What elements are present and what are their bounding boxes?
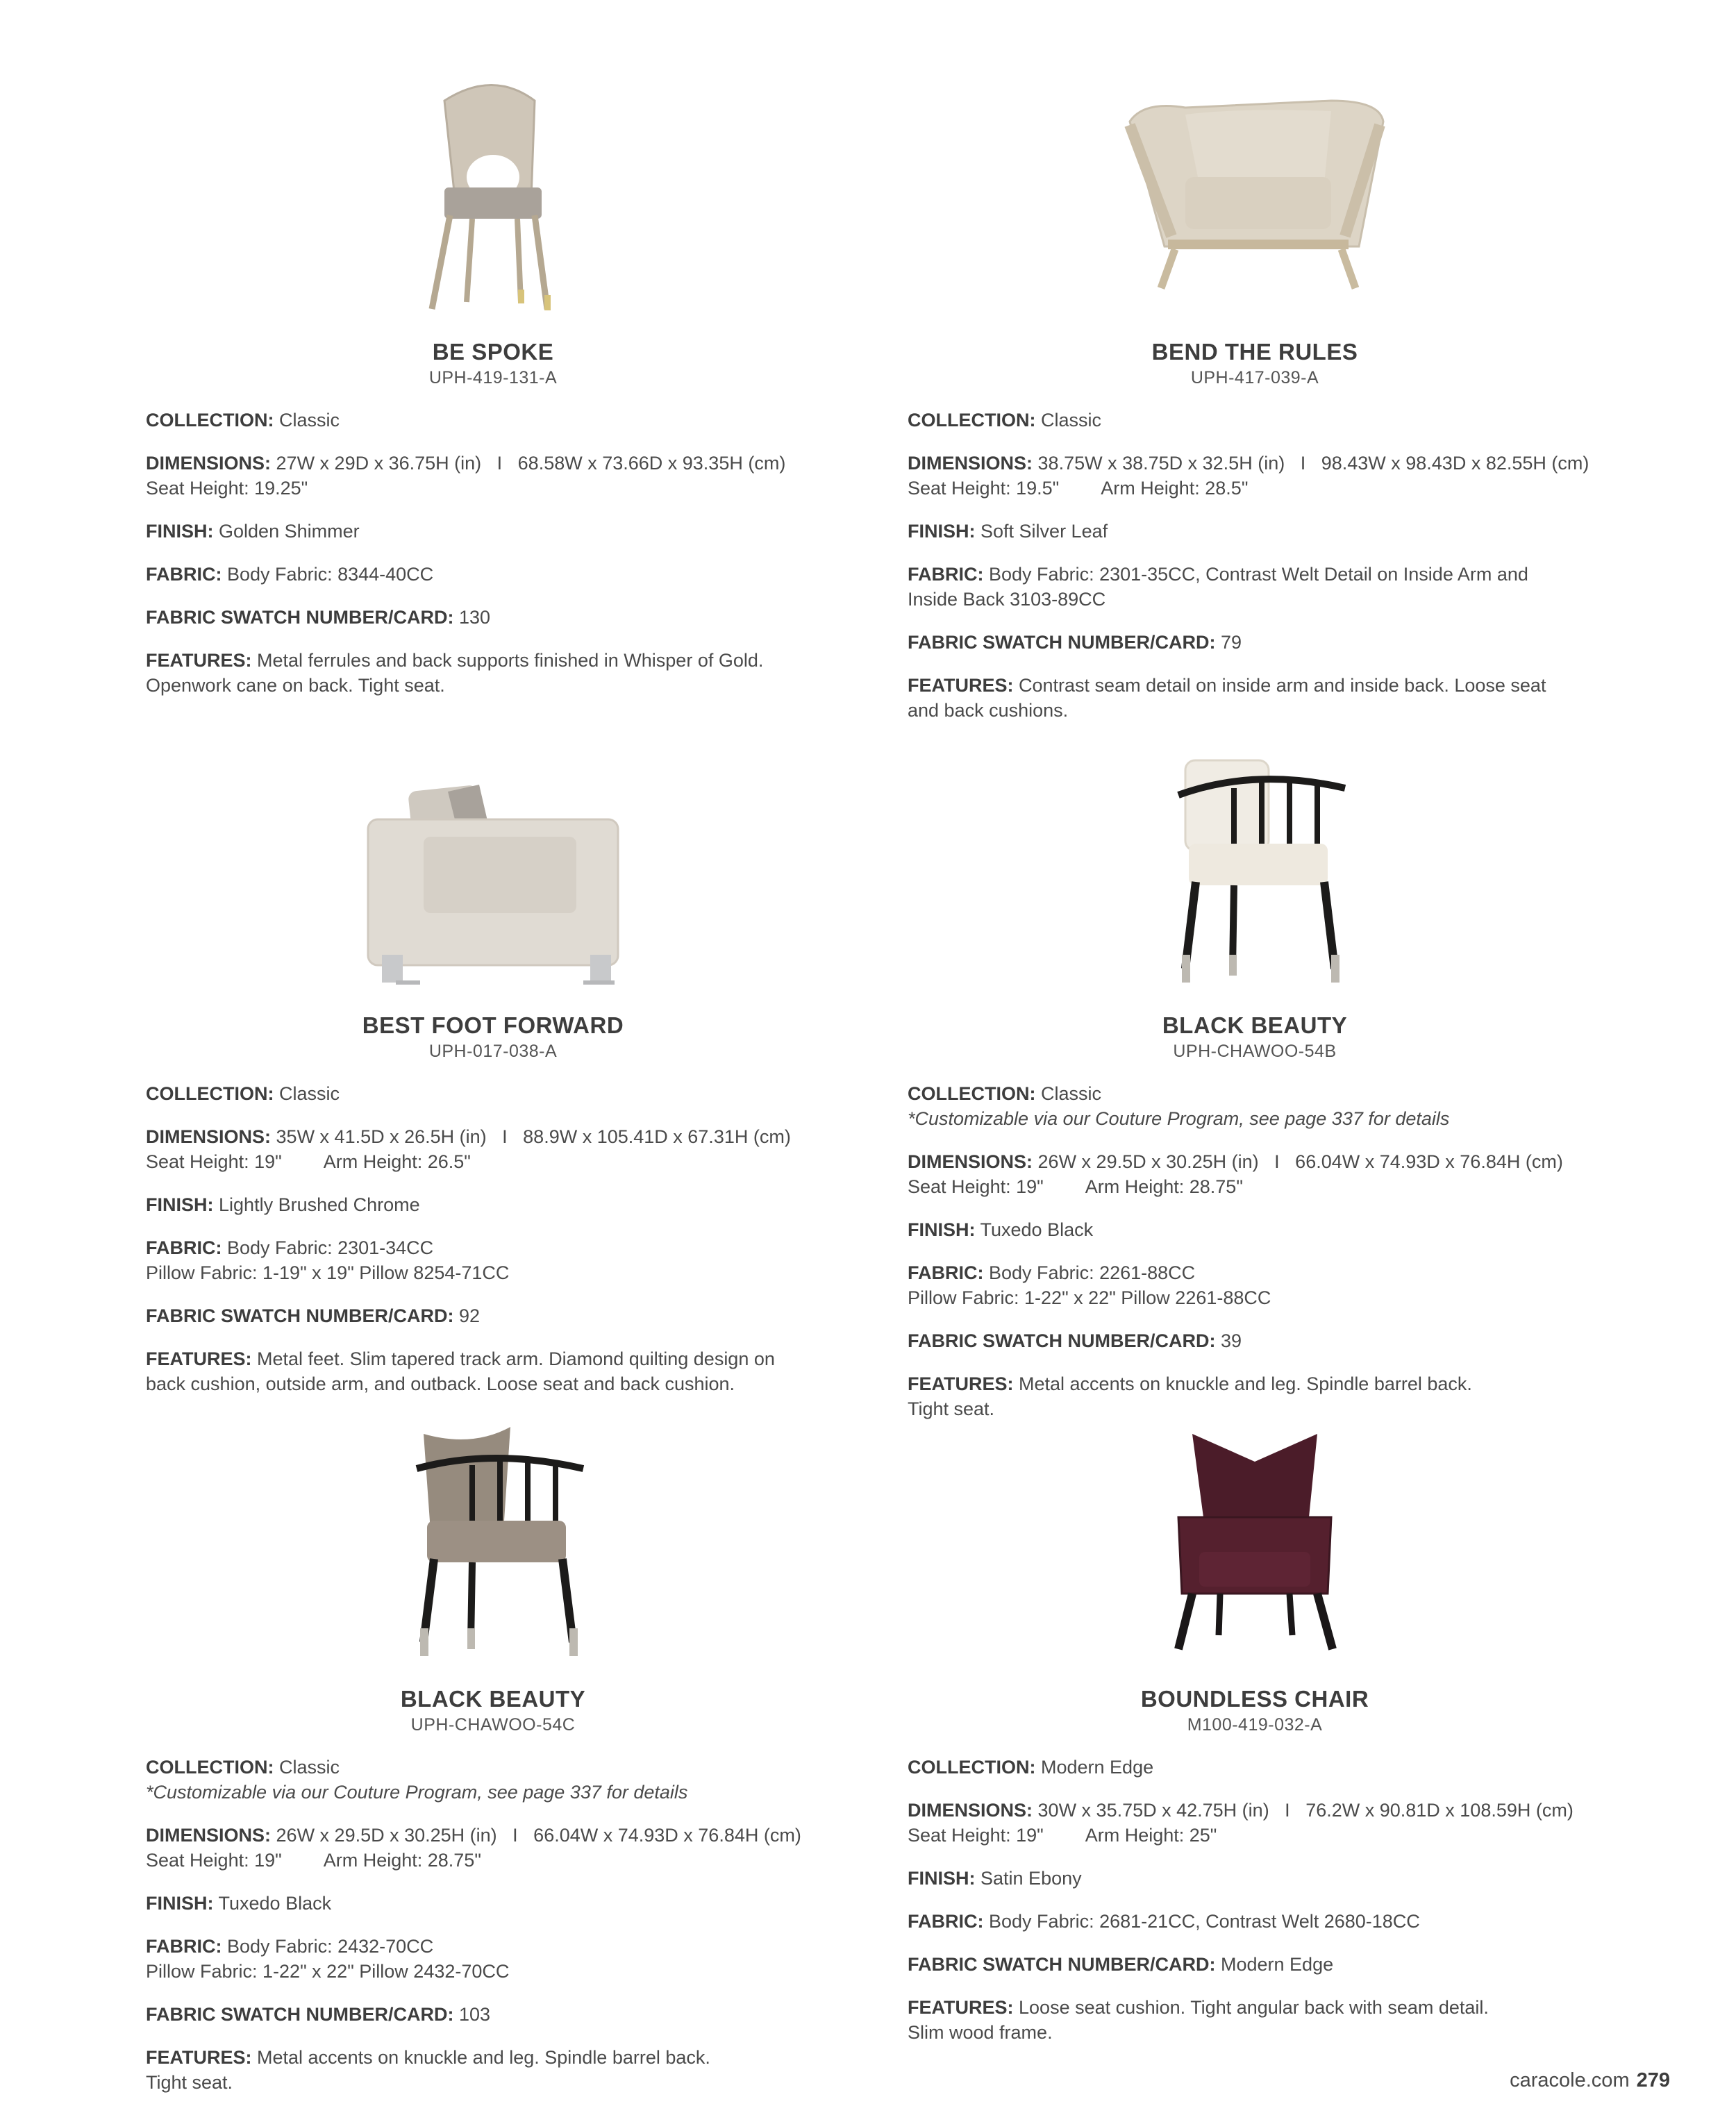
features-row: FEATURES: Contrast seam detail on inside arm and inside back. Loose seat and back cushions. (908, 675, 1546, 721)
product-name: BE SPOKE (432, 339, 554, 365)
product-image-bend-the-rules (908, 73, 1602, 323)
product-sku: UPH-CHAWOO-54C (410, 1715, 576, 1735)
page-number: 279 (1636, 2069, 1670, 2091)
product-card-best-foot-forward (146, 746, 840, 1396)
product-card-be-spoke (146, 73, 840, 698)
swatch-row: FABRIC SWATCH NUMBER/CARD: 103 (146, 2004, 491, 2025)
collection-row: COLLECTION: Classic (146, 1083, 340, 1104)
product-card-black-beauty-54c (146, 1420, 840, 2095)
product-sku: UPH-419-131-A (428, 368, 558, 387)
fabric-row: FABRIC: Body Fabric: 2301-34CC Pillow Fabric: 1-19" x 19" Pillow 8254-71CC (146, 1237, 510, 1283)
product-sku: UPH-017-038-A (428, 1042, 558, 1061)
product-image-black-beauty-54b (908, 746, 1602, 996)
fabric-row: FABRIC: Body Fabric: 2681-21CC, Contrast Welt 2680-18CC (908, 1911, 1420, 1932)
couture-note: *Customizable via our Couture Program, see page 337 for details (146, 1782, 688, 1803)
swatch-row: FABRIC SWATCH NUMBER/CARD: 79 (908, 632, 1242, 653)
features-row: FEATURES: Metal accents on knuckle and leg. Spindle barrel back. Tight seat. (146, 2047, 710, 2093)
finish-row: FINISH: Lightly Brushed Chrome (146, 1194, 420, 1215)
swatch-row: FABRIC SWATCH NUMBER/CARD: 92 (146, 1305, 481, 1326)
couture-note: *Customizable via our Couture Program, see page 337 for details (908, 1108, 1450, 1129)
swatch-row: FABRIC SWATCH NUMBER/CARD: 130 (146, 607, 491, 628)
fabric-row: FABRIC: Body Fabric: 2301-35CC, Contrast Welt Detail on Inside Arm and Inside Back 3103-89CC (908, 564, 1528, 610)
product-name: BOUNDLESS CHAIR (1140, 1686, 1369, 1712)
fabric-row: FABRIC: Body Fabric: 2261-88CC Pillow Fabric: 1-22" x 22" Pillow 2261-88CC (908, 1262, 1271, 1308)
finish-row: FINISH: Golden Shimmer (146, 521, 360, 542)
collection-row: COLLECTION: Classic (908, 410, 1102, 431)
finish-row: FINISH: Tuxedo Black (908, 1219, 1094, 1240)
dimensions-row: DIMENSIONS: 30W x 35.75D x 42.75H (in) I 76.2W x 90.81D x 108.59H (cm) Seat Height: 19" Arm Height: 25" (908, 1800, 1574, 1846)
swatch-row: FABRIC SWATCH NUMBER/CARD: Modern Edge (908, 1954, 1334, 1975)
product-sku: UPH-CHAWOO-54B (1173, 1042, 1337, 1061)
fabric-row: FABRIC: Body Fabric: 2432-70CC Pillow Fabric: 1-22" x 22" Pillow 2432-70CC (146, 1936, 510, 1982)
product-card-bend-the-rules (908, 73, 1602, 723)
collection-row: COLLECTION: Classic *Customizable via our Couture Program, see page 337 for details (146, 1755, 840, 1805)
dimensions-row: DIMENSIONS: 26W x 29.5D x 30.25H (in) I 66.04W x 74.93D x 76.84H (cm) Seat Height: 19" Arm Height: 28.75" (908, 1151, 1563, 1197)
site-url[interactable]: caracole.com (1510, 2069, 1630, 2091)
product-image-boundless-chair (908, 1420, 1602, 1670)
product-name: BEST FOOT FORWARD (362, 1012, 624, 1038)
finish-row: FINISH: Satin Ebony (908, 1868, 1082, 1889)
product-card-boundless-chair (908, 1420, 1602, 2045)
product-image-best-foot-forward (146, 746, 840, 996)
features-row: FEATURES: Metal ferrules and back supports finished in Whisper of Gold. Openwork cane on back. Tight seat. (146, 650, 764, 696)
collection-row: COLLECTION: Classic *Customizable via our Couture Program, see page 337 for details (908, 1081, 1602, 1131)
finish-row: FINISH: Soft Silver Leaf (908, 521, 1108, 542)
features-row: FEATURES: Metal feet. Slim tapered track arm. Diamond quilting design on back cushion, outside arm, and outback. Loose seat and back cushion. (146, 1348, 775, 1394)
dimensions-row: DIMENSIONS: 38.75W x 38.75D x 32.5H (in) I 98.43W x 98.43D x 82.55H (cm) Seat Height: 19.5" Arm Height: 28.5" (908, 453, 1589, 499)
product-image-black-beauty-54c (146, 1420, 840, 1670)
product-name: BLACK BEAUTY (1162, 1012, 1348, 1038)
product-card-black-beauty-54b (908, 746, 1602, 1421)
features-row: FEATURES: Loose seat cushion. Tight angular back with seam detail. Slim wood frame. (908, 1997, 1489, 2043)
fabric-row: FABRIC: Body Fabric: 8344-40CC (146, 564, 434, 585)
product-name: BEND THE RULES (1151, 339, 1358, 365)
dimensions-row: DIMENSIONS: 27W x 29D x 36.75H (in) I 68.58W x 73.66D x 93.35H (cm) Seat Height: 19.25" (146, 453, 786, 499)
features-row: FEATURES: Metal accents on knuckle and leg. Spindle barrel back. Tight seat. (908, 1373, 1472, 1419)
dimensions-row: DIMENSIONS: 26W x 29.5D x 30.25H (in) I 66.04W x 74.93D x 76.84H (cm) Seat Height: 19" Arm Height: 28.75" (146, 1825, 801, 1871)
product-sku: M100-419-032-A (1187, 1715, 1323, 1735)
finish-row: FINISH: Tuxedo Black (146, 1893, 332, 1914)
collection-row: COLLECTION: Classic (146, 410, 340, 431)
product-name: BLACK BEAUTY (400, 1686, 586, 1712)
collection-row: COLLECTION: Modern Edge (908, 1757, 1154, 1778)
dimensions-row: DIMENSIONS: 35W x 41.5D x 26.5H (in) I 88.9W x 105.41D x 67.31H (cm) Seat Height: 19" Arm Height: 26.5" (146, 1126, 791, 1172)
product-sku: UPH-417-039-A (1190, 368, 1319, 387)
product-image-be-spoke (146, 73, 840, 323)
page-footer (1510, 2069, 1670, 2092)
swatch-row: FABRIC SWATCH NUMBER/CARD: 39 (908, 1330, 1242, 1351)
